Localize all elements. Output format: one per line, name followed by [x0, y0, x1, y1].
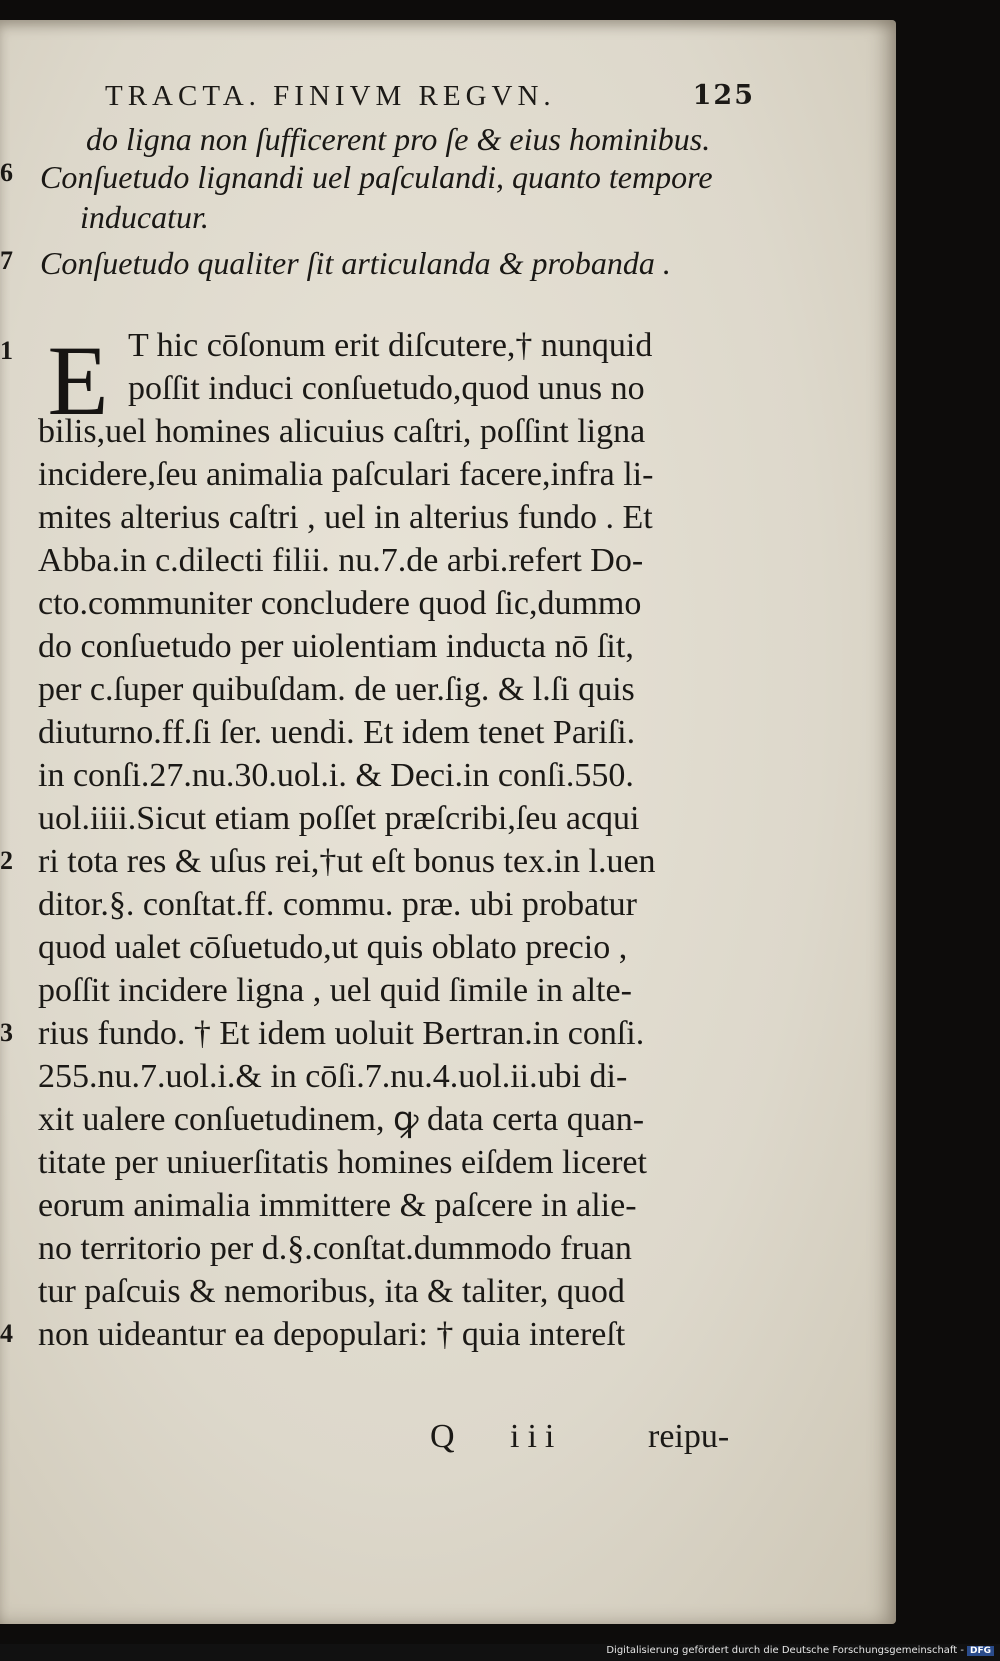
margin-number: 1 [0, 336, 13, 365]
text-line: non uideantur ea depopulari: † quia intereſt [38, 1316, 626, 1353]
text-line: eorum animalia immittere & paſcere in alie‐ [38, 1187, 637, 1224]
text-line: xit ualere conſuetudinem, ꝙ data certa quan‐ [38, 1101, 645, 1138]
text-line: T hic cōſonum erit diſcutere,† nunquid [128, 327, 653, 364]
running-title: TRACTA. FINIVM REGVN. [105, 80, 556, 112]
catchword: reipu‐ [648, 1418, 730, 1455]
signature-number: iii [510, 1418, 563, 1455]
text-line: quod ualet cōſuetudo,ut quis oblato precio , [38, 929, 628, 966]
text-line: poſſit incidere ligna , uel quid ſimile in alte‐ [38, 972, 632, 1009]
text-line: ri tota res & uſus rei,†ut eſt bonus tex.in l.uen [38, 843, 656, 880]
signature-mark: Q [430, 1418, 455, 1455]
text-line: bilis,uel homines alicuius caſtri, poſſint ligna [38, 413, 646, 450]
summary-line: inducatur. [80, 199, 209, 235]
margin-number: 4 [0, 1319, 13, 1348]
text-line: poſſit induci conſuetudo,quod unus no [128, 370, 645, 407]
text-line: per c.ſuper quibuſdam. de uer.ſig. & l.ſi quis [38, 671, 635, 708]
margin-number: 2 [0, 846, 13, 875]
page-number: 125 [692, 80, 755, 111]
summary-line: Conſuetudo qualiter ſit articulanda & probanda . [40, 245, 671, 281]
text-line: Abba.in c.dilecti filii. nu.7.de arbi.refert Do‐ [38, 542, 644, 579]
text-line: no territorio per d.§.conſtat.dummodo fruan [38, 1230, 632, 1267]
text-line: do conſuetudo per uiolentiam inducta nō ſit, [38, 628, 634, 665]
dfg-logo: DFG [967, 1646, 994, 1656]
margin-number: 6 [0, 158, 13, 187]
text-line: tur paſcuis & nemoribus, ita & taliter, quod [38, 1273, 625, 1310]
text-line: incidere,ſeu animalia paſculari facere,infra li‐ [38, 456, 654, 493]
text-line: in conſi.27.nu.30.uol.i. & Deci.in conſi.550. [38, 757, 634, 794]
text-line: rius fundo. † Et idem uoluit Bertran.in conſi. [38, 1015, 645, 1052]
margin-number: 3 [0, 1018, 13, 1047]
digitization-credit [606, 1645, 994, 1656]
summary-line: Conſuetudo lignandi uel paſculandi, quanto tempore [40, 159, 713, 195]
running-header [105, 80, 765, 114]
text-line: diuturno.ff.ſi ſer. uendi. Et idem tenet Pariſi. [38, 714, 636, 751]
summary-line: do ligna non ſufficerent pro ſe & eius hominibus. [86, 121, 711, 157]
text-line: 255.nu.7.uol.i.& in cōſi.7.nu.4.uol.ii.ubi di‐ [38, 1058, 628, 1095]
text-line: uol.iiii.Sicut etiam poſſet præſcribi,ſeu acqui [38, 800, 640, 837]
text-line: cto.communiter concludere quod ſic,dummo [38, 585, 642, 622]
credit-text: Digitalisierung gefördert durch die Deutsche Forschungsgemeinschaft - [606, 1645, 964, 1656]
text-line: titate per uniuerſitatis homines eiſdem liceret [38, 1144, 647, 1181]
margin-number: 7 [0, 246, 13, 275]
text-line: mites alterius caſtri , uel in alterius fundo . Et [38, 499, 653, 536]
drop-cap-initial: E [47, 325, 109, 436]
text-line: ditor.§. conſtat.ff. commu. præ. ubi probatur [38, 886, 638, 923]
